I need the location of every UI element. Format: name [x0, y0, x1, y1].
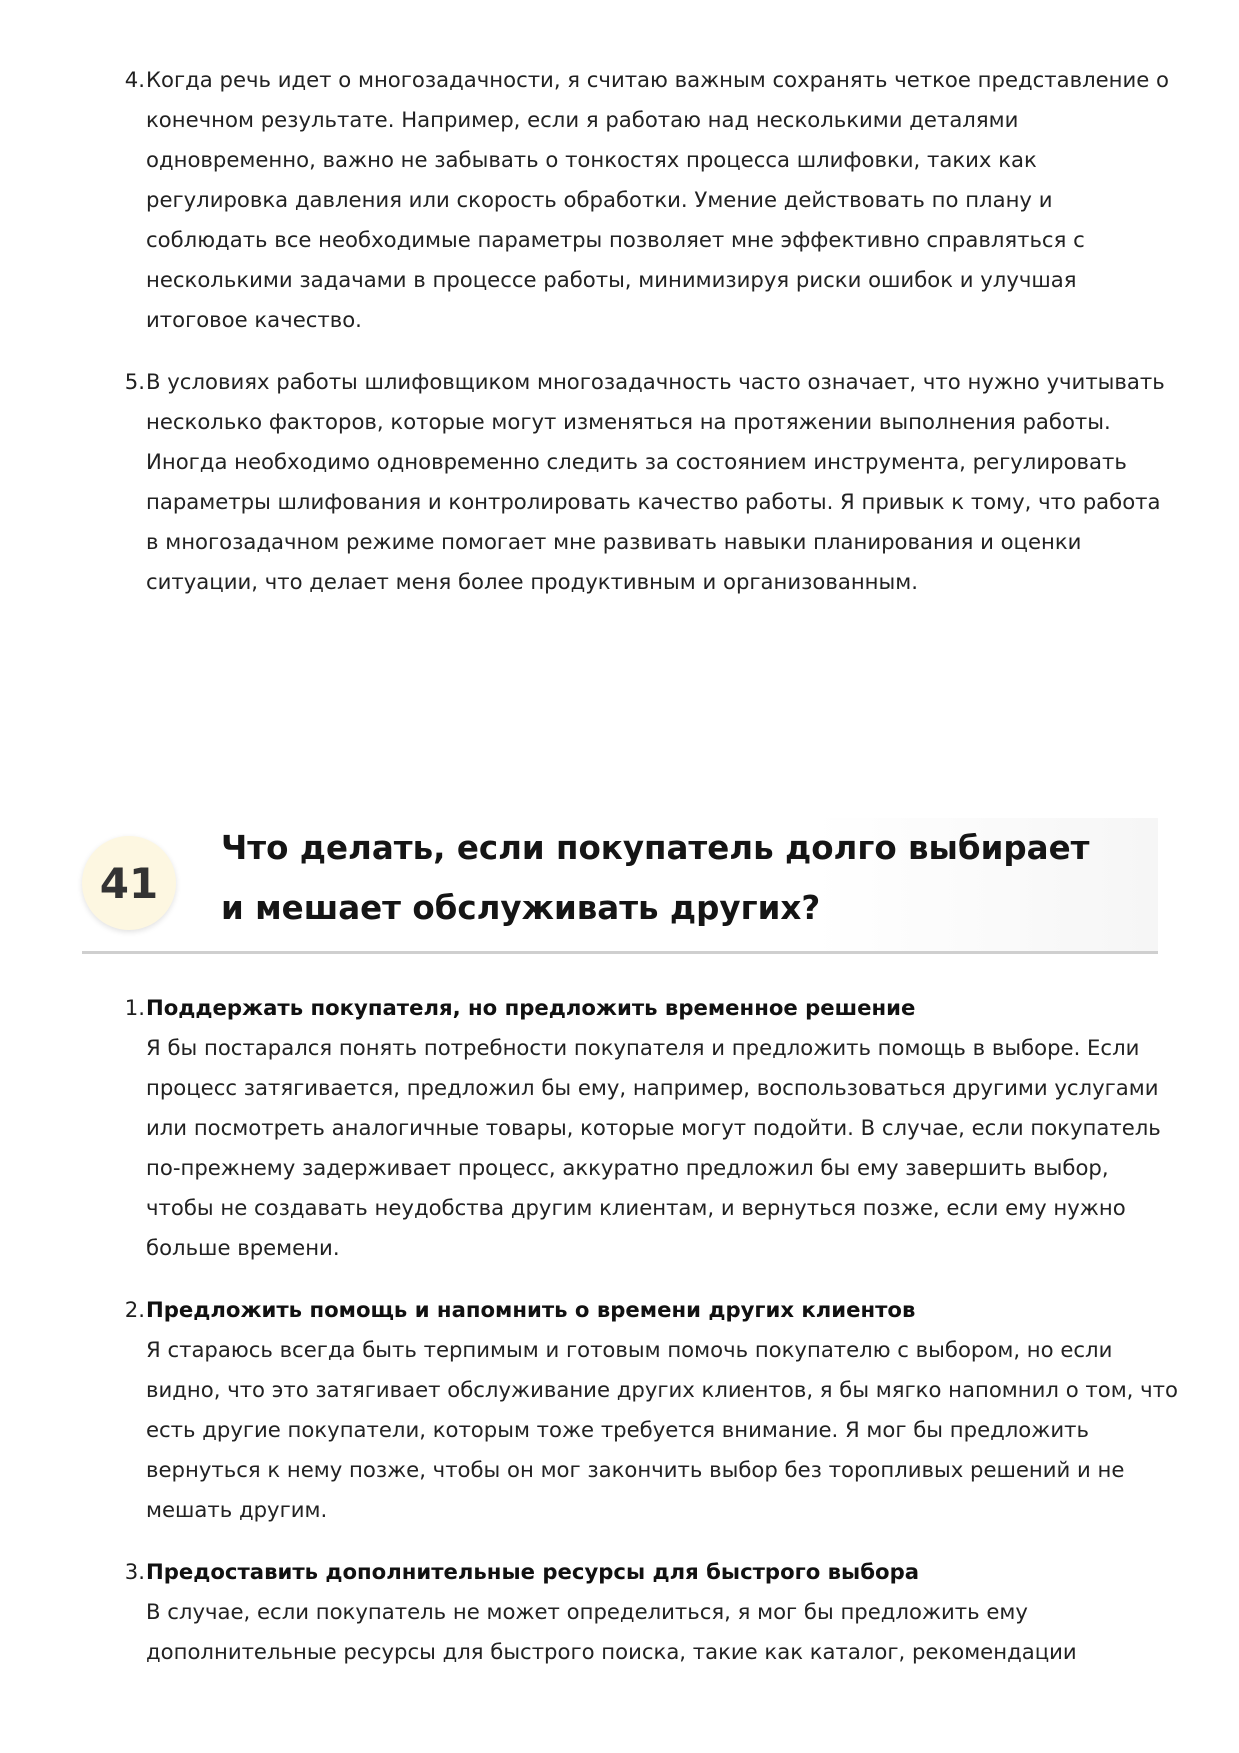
- list-item: [0, 60, 1239, 340]
- question-title: Что делать, если покупатель долго выбирает и мешает обслуживать других?: [221, 829, 1090, 927]
- list-item: [0, 1552, 1239, 1672]
- answer-list: [0, 988, 1239, 1694]
- list-item-title: Предложить помощь и напомнить о времени других клиентов: [146, 1297, 916, 1322]
- list-item: [0, 988, 1239, 1268]
- list-item-text: Я стараюсь всегда быть терпимым и готовым помочь покупателю с выбором, но если видно, что это затягивает обслуживание других клиентов, я бы мягко напомнил о том, что есть другие покупатели, которым тоже требуется внимание. Я мог бы предложить вернуться к нему позже, чтобы он мог закончить выбор без торопливых решений и не мешать другим.: [146, 1337, 1178, 1522]
- list-item-text: В условиях работы шлифовщиком многозадачность часто означает, что нужно учитывать несколько факторов, которые могут изменяться на протяжении выполнения работы. Иногда необходимо одновременно следить за состоянием инструмента, регулировать параметры шлифования и контролировать качество работы. Я привык к тому, что работа в многозадачном режиме помогает мне развивать навыки планирования и оценки ситуации, что делает меня более продуктивным и организованным.: [146, 369, 1165, 594]
- list-item: [0, 1290, 1239, 1530]
- list-item: [0, 362, 1239, 602]
- question-header: [82, 818, 1158, 954]
- list-item-number: 2.: [124, 1297, 145, 1322]
- list-item-title: Предоставить дополнительные ресурсы для быстрого выбора: [146, 1559, 920, 1584]
- list-item-number: 5.: [124, 369, 145, 394]
- list-item-text: Я бы постарался понять потребности покупателя и предложить помощь в выборе. Если процесс затягивается, предложил бы ему, например, воспользоваться другими услугами или посмотреть аналогичные товары, которые могут подойти. В случае, если покупатель по-прежнему задерживает процесс, аккуратно предложил бы ему завершить выбор, чтобы не создавать неудобства другим клиентам, и вернуться позже, если ему нужно больше времени.: [146, 1035, 1161, 1260]
- question-number-badge: 41: [82, 836, 176, 930]
- list-item-number: 1.: [124, 995, 145, 1020]
- list-item-number: 3.: [124, 1559, 145, 1584]
- list-item-text: В случае, если покупатель не может определиться, я мог бы предложить ему дополнительные ресурсы для быстрого поиска, такие как каталог, рекомендации: [146, 1599, 1077, 1664]
- list-item-title: Поддержать покупателя, но предложить временное решение: [146, 995, 916, 1020]
- list-item-number: 4.: [124, 67, 145, 92]
- previous-answer-list: [0, 60, 1239, 624]
- list-item-text: Когда речь идет о многозадачности, я считаю важным сохранять четкое представление о конечном результате. Например, если я работаю над несколькими деталями одновременно, важно не забывать о тонкостях процесса шлифовки, таких как регулировка давления или скорость обработки. Умение действовать по плану и соблюдать все необходимые параметры позволяет мне эффективно справляться с несколькими задачами в процессе работы, минимизируя риски ошибок и улучшая итоговое качество.: [146, 67, 1170, 332]
